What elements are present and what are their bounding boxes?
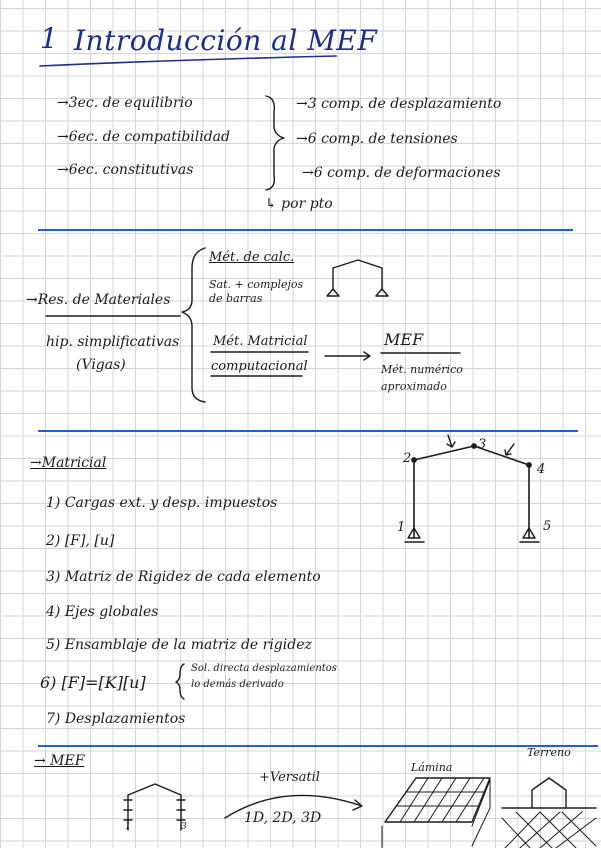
mini-frame-supports — [327, 289, 388, 296]
mef-frame — [128, 784, 181, 830]
step-4: 4) Ejes globales — [46, 604, 159, 620]
mini-frame — [333, 260, 382, 290]
materials-heading: →Res. de Materiales — [26, 292, 171, 308]
eq-right-2: →6 comp. de tensiones — [296, 131, 458, 147]
eq-note: ↳ por pto — [265, 196, 333, 212]
page-title: Introducción al MEF — [74, 24, 378, 57]
lamina-label: Lámina — [411, 761, 453, 774]
arrow-to-mef — [325, 352, 370, 360]
materials-brace — [182, 248, 205, 402]
matrix-sub: computacional — [211, 359, 308, 374]
load-arrow-1 — [447, 435, 455, 447]
chapter-number: 1 — [40, 22, 59, 55]
node-dot-4 — [527, 463, 531, 467]
step-3: 3) Matriz de Rigidez de cada elemento — [46, 569, 321, 585]
eq-left-1: →3ec. de equilibrio — [57, 95, 193, 111]
eq-left-3: →6ec. constitutivas — [57, 162, 194, 178]
node-label-2: 2 — [403, 451, 412, 466]
brace-note-1: Sol. directa desplazamientos — [191, 663, 337, 674]
step-5: 5) Ensamblaje de la matriz de rigidez — [46, 637, 312, 653]
eq-right-3: →6 comp. de deformaciones — [302, 165, 501, 181]
materials-hyp: hip. simplificativas — [46, 334, 180, 350]
step-1: 1) Cargas ext. y desp. impuestos — [46, 495, 278, 511]
terreno-mesh — [502, 812, 596, 848]
matricial-supports — [408, 528, 535, 538]
title-underline — [40, 56, 336, 66]
node-label-4: 4 — [537, 462, 546, 477]
mef-frame-node-3: 3 — [181, 822, 187, 832]
node-label-1: 1 — [397, 520, 406, 535]
step6-brace — [176, 664, 184, 699]
calc-line2: de barras — [209, 292, 263, 305]
mef-frame-node-1: 1 — [125, 822, 131, 832]
load-arrow-2 — [505, 444, 514, 455]
versatil-arrow — [225, 795, 362, 818]
lamina-mesh — [396, 778, 484, 822]
brace-note-2: lo demás derivado — [191, 679, 284, 690]
calc-line1: Sat. + complejos — [209, 278, 304, 291]
step-2: 2) [F], [u] — [46, 533, 115, 549]
calc-title: Mét. de calc. — [209, 250, 295, 265]
versatil-label: +Versatil — [259, 770, 320, 785]
terreno-label: Terreno — [527, 746, 571, 759]
step-6: 6) [F]=[K][u] — [40, 673, 146, 692]
equations-brace — [266, 96, 284, 190]
matrix-title: Mét. Matricial — [213, 334, 308, 349]
matricial-heading: →Matricial — [30, 455, 107, 471]
mef-heading: → MEF — [34, 753, 85, 769]
node-label-5: 5 — [543, 519, 552, 534]
dims-label: 1D, 2D, 3D — [244, 810, 322, 826]
mef-line1: Mét. numérico — [381, 363, 463, 376]
step-7: 7) Desplazamientos — [46, 711, 186, 727]
materials-hyp2: (Vigas) — [76, 357, 126, 373]
node-label-3: 3 — [478, 437, 487, 452]
mef-frame-ticks — [124, 800, 185, 820]
eq-left-2: →6ec. de compatibilidad — [57, 129, 230, 145]
mef-title: MEF — [384, 330, 424, 349]
lamina-thickness — [382, 780, 490, 848]
node-dot-2 — [412, 458, 416, 462]
node-dot-3 — [472, 444, 476, 448]
eq-right-1: →3 comp. de desplazamiento — [296, 96, 502, 112]
terreno-house — [532, 778, 566, 808]
matricial-frame — [414, 446, 529, 538]
mef-line2: aproximado — [381, 380, 447, 393]
